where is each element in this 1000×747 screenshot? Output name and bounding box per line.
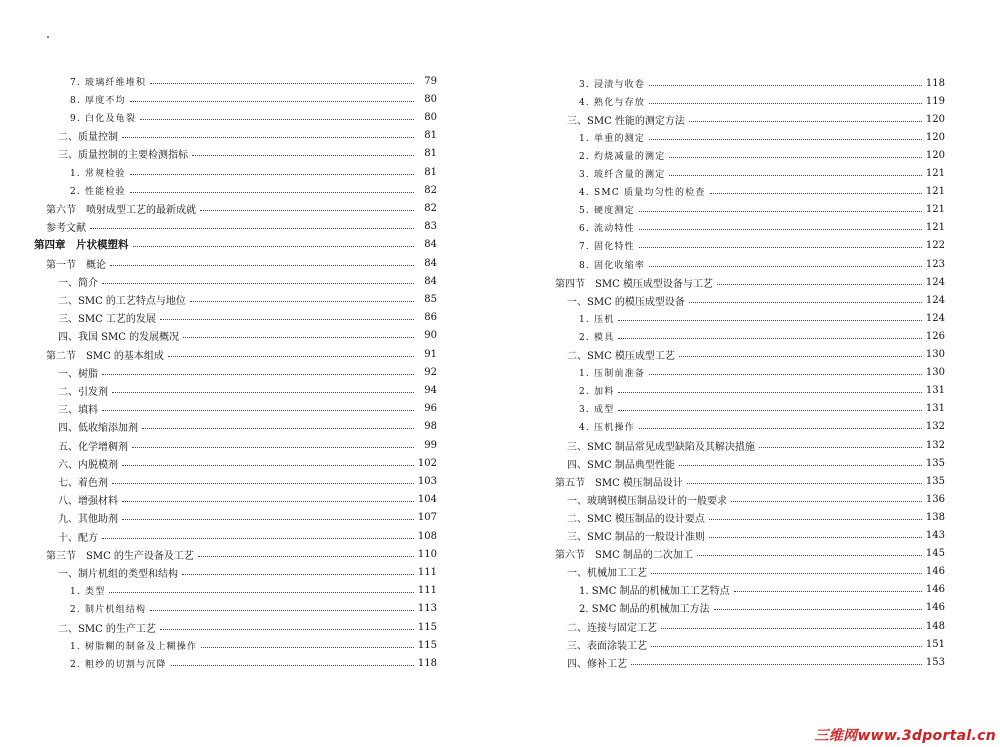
toc-entry-page: 94 [424, 384, 437, 396]
toc-entry-page: 138 [925, 511, 945, 523]
dot-leader [190, 301, 414, 302]
toc-entry-title: 二、连接与固定工艺 [567, 622, 657, 634]
toc-entry-page: 131 [925, 403, 945, 415]
toc-entry-page: 121 [925, 222, 945, 234]
dot-leader [687, 483, 922, 484]
toc-entry [0, 290, 437, 308]
toc-entry [0, 163, 437, 181]
toc-entry [555, 563, 945, 581]
toc-entry-title: 1. 常规检验 [70, 168, 126, 179]
dot-leader [649, 139, 922, 140]
dot-leader [649, 266, 922, 267]
dot-leader [201, 647, 414, 648]
dot-leader [183, 337, 414, 338]
dot-leader [130, 174, 414, 175]
toc-entry-title: 1. 压机 [579, 314, 615, 325]
toc-entry-title: 一、简介 [58, 277, 98, 289]
toc-entry [0, 272, 437, 290]
toc-entry-title: 3. 浸渍与收卷 [579, 79, 646, 90]
toc-entry-page: 124 [925, 312, 945, 324]
toc-entry [0, 527, 437, 545]
dot-leader [150, 83, 414, 84]
toc-entry-page: 146 [925, 602, 945, 614]
toc-entry-page: 102 [417, 457, 437, 469]
toc-entry [555, 527, 945, 545]
toc-entry-page: 96 [424, 403, 437, 415]
dot-leader [717, 284, 922, 285]
toc-entry [0, 454, 437, 472]
toc-entry-page: 79 [424, 75, 437, 87]
toc-entry-page: 80 [424, 111, 437, 123]
toc-entry [0, 236, 437, 254]
toc-entry-title: 4. 熟化与存放 [579, 97, 646, 108]
dot-leader [132, 447, 414, 448]
toc-entry-title: 三、SMC 制品的一般设计准则 [567, 532, 705, 543]
toc-entry [0, 491, 437, 509]
dot-leader [679, 356, 922, 357]
dot-leader [649, 103, 922, 104]
dot-leader [734, 591, 922, 592]
dot-leader [160, 319, 414, 320]
toc-entry-title: 二、引发剂 [58, 386, 108, 398]
dot-leader [109, 592, 414, 593]
toc-entry-title: 第一节 概论 [46, 259, 106, 271]
toc-entry-title: 七、着色剂 [58, 477, 108, 489]
toc-entry [555, 110, 945, 128]
dot-leader [140, 119, 414, 120]
dot-leader [649, 374, 922, 375]
toc-entry-title: 6. 流动特性 [579, 224, 635, 235]
right-page [500, 0, 1000, 747]
dot-leader [714, 609, 922, 610]
toc-entry-page: 115 [417, 639, 437, 651]
toc-entry-page: 99 [424, 439, 437, 451]
toc-entry-title: 3. 玻纤含量的测定 [579, 170, 666, 180]
toc-entry-page: 120 [925, 131, 945, 143]
toc-entry-page: 119 [925, 95, 945, 107]
toc-entry-page: 81 [424, 166, 437, 178]
toc-entry-title: 7. 玻璃纤维堆积 [70, 77, 147, 88]
dot-leader [759, 447, 922, 448]
toc-entry-page: 110 [417, 548, 437, 560]
toc-entry-page: 80 [424, 93, 437, 105]
toc-entry-title: 二、SMC 的生产工艺 [58, 623, 156, 635]
toc-entry [0, 218, 437, 236]
dot-leader [631, 664, 922, 665]
dot-leader [709, 537, 922, 538]
toc-entry [0, 90, 437, 108]
toc-entry [555, 635, 945, 653]
toc-entry [0, 127, 437, 145]
dot-leader [639, 247, 922, 248]
toc-entry [555, 364, 945, 382]
toc-entry [0, 545, 437, 563]
toc-entry-title: 三、SMC 制品常见成型缺陷及其解决措施 [567, 441, 755, 453]
dot-leader [112, 483, 414, 484]
toc-entry-title: 2. 制片机组结构 [70, 605, 147, 616]
toc-entry-title: 1. 树脂糊的制备及上糊操作 [70, 641, 198, 652]
toc-entry [555, 436, 945, 454]
toc-entry [555, 382, 945, 400]
toc-entry-page: 145 [925, 548, 945, 560]
dot-leader [709, 519, 922, 520]
toc-entry-title: 二、质量控制 [58, 132, 118, 144]
toc-entry-page: 120 [925, 113, 945, 125]
dot-leader [651, 646, 922, 647]
toc-entry-page: 84 [424, 275, 437, 287]
toc-entry [0, 582, 437, 600]
toc-entry [555, 92, 945, 110]
toc-entry [555, 291, 945, 309]
toc-entry-title: 二、SMC 模压成型工艺 [567, 351, 675, 362]
dot-leader [639, 229, 922, 230]
toc-entry-page: 82 [424, 202, 437, 214]
toc-entry [555, 418, 945, 436]
dot-leader [639, 428, 922, 429]
toc-entry [0, 563, 437, 581]
toc-entry-page: 132 [925, 439, 945, 451]
dot-leader [697, 555, 922, 556]
toc-entry-title: 一、树脂 [58, 368, 98, 380]
toc-entry-page: 136 [925, 493, 945, 505]
toc-entry-page: 121 [925, 204, 945, 216]
toc-entry-page: 153 [925, 656, 945, 668]
toc-entry [555, 454, 945, 472]
toc-entry-page: 91 [424, 348, 437, 360]
toc-entry-title: 二、SMC 模压制品的设计要点 [567, 513, 705, 525]
toc-entry [0, 108, 437, 126]
toc-entry [0, 381, 437, 399]
toc-entry-page: 81 [424, 148, 437, 160]
dot-leader [679, 465, 922, 466]
toc-entry-title: 三、填料 [58, 405, 98, 417]
toc-entry [555, 237, 945, 255]
toc-entry-page: 107 [417, 512, 437, 524]
toc-entry [0, 418, 437, 436]
toc-entry [0, 309, 437, 327]
toc-entry-page: 146 [925, 566, 945, 578]
toc-entry [555, 400, 945, 418]
toc-entry-page: 81 [424, 130, 437, 142]
dot-leader [200, 210, 414, 211]
toc-entry-page: 84 [424, 257, 437, 269]
toc-entry-page: 111 [417, 585, 437, 597]
dot-leader [122, 465, 414, 466]
toc-entry-title: 2. 粗纱的切割与沉降 [70, 659, 167, 670]
toc-entry [555, 599, 945, 617]
dot-leader [168, 356, 414, 357]
toc-entry-title: 4. SMC 质量均匀性的检查 [579, 188, 706, 199]
toc-entry-title: 9. 白化及龟裂 [70, 113, 137, 124]
toc-entry-page: 121 [925, 168, 945, 179]
toc-entry-title: 1. 压制前准备 [579, 369, 646, 380]
toc-entry [0, 636, 437, 654]
dot-leader [102, 283, 414, 284]
toc-entry-title: 2. 模具 [579, 332, 615, 343]
dot-leader [112, 392, 414, 393]
toc-entry-page: 124 [925, 276, 945, 288]
toc-entry [555, 219, 945, 237]
toc-entry-page: 135 [925, 475, 945, 487]
toc-entry-title: 8. 厚度不均 [70, 95, 126, 106]
toc-entry-title: 四、SMC 制品典型性能 [567, 459, 675, 471]
toc-entry-title: 1. SMC 制品的机械加工工艺特点 [579, 586, 730, 598]
toc-entry-title: 十、配方 [58, 532, 98, 544]
toc-entry-title: 四、低收缩添加剂 [58, 423, 138, 435]
toc-entry-title: 2. 灼烧减量的测定 [579, 151, 666, 162]
dot-leader [130, 101, 414, 102]
toc-entry-title: 1. 类型 [70, 587, 106, 598]
toc-entry-title: 8. 固化收缩率 [579, 260, 646, 271]
toc-entry [0, 363, 437, 381]
dot-leader [122, 501, 414, 502]
toc-entry-page: 108 [417, 530, 437, 542]
toc-entry-title: 3. 成型 [579, 405, 615, 416]
toc-entry-title: 一、机械加工工艺 [567, 568, 647, 580]
toc-entry [555, 653, 945, 671]
dot-leader [102, 410, 414, 411]
dot-leader [661, 628, 922, 629]
toc-entry [0, 600, 437, 618]
toc-entry-page: 135 [925, 457, 945, 469]
dot-leader [90, 228, 414, 229]
toc-entry [0, 145, 437, 163]
toc-entry-page: 143 [925, 530, 945, 541]
toc-entry-title: 2. SMC 制品的机械加工方法 [579, 604, 710, 616]
toc-entry [0, 72, 437, 90]
dot-leader [102, 538, 414, 539]
toc-entry-title: 四、我国 SMC 的发展概况 [58, 332, 180, 344]
toc-entry-page: 104 [417, 494, 437, 506]
toc-entry-page: 130 [925, 367, 945, 379]
toc-entry-title: 参考文献 [46, 223, 86, 235]
toc-entry [0, 509, 437, 527]
dot-leader [122, 137, 414, 138]
dot-leader [689, 121, 922, 122]
toc-entry [555, 273, 945, 291]
toc-entry [555, 183, 945, 201]
toc-entry-title: 九、其他助剂 [58, 514, 118, 526]
toc-entry-title: 八、增强材料 [58, 496, 118, 508]
toc-entry-title: 六、内脱模剂 [58, 459, 118, 471]
toc-entry-page: 118 [417, 657, 437, 669]
toc-entry-page: 84 [424, 239, 437, 251]
toc-entry [0, 345, 437, 363]
toc-entry-page: 90 [424, 330, 437, 342]
toc-entry-page: 85 [424, 293, 437, 305]
toc-entry-title: 三、表面涂装工艺 [567, 640, 647, 652]
dot-leader [618, 410, 922, 411]
toc-entry-page: 82 [424, 184, 437, 196]
dot-leader [639, 211, 922, 212]
toc-entry [555, 490, 945, 508]
dot-leader [160, 629, 414, 630]
dot-leader [133, 246, 415, 247]
toc-entry [0, 254, 437, 272]
toc-entry-title: 四、修补工艺 [567, 658, 627, 670]
toc-entry [555, 255, 945, 273]
toc-entry-page: 123 [925, 258, 945, 270]
dot-leader [618, 338, 922, 339]
dot-leader [182, 574, 414, 575]
toc-entry-title: 第四节 SMC 模压成型设备与工艺 [555, 278, 713, 290]
toc-entry-page: 146 [925, 584, 945, 596]
toc-entry-page: 121 [925, 186, 945, 198]
toc-entry-page: 126 [925, 330, 945, 342]
toc-entry-page: 115 [417, 621, 437, 633]
toc-entry-page: 151 [925, 638, 945, 650]
dot-leader [110, 265, 414, 266]
dot-leader [142, 428, 414, 429]
toc-entry [555, 581, 945, 599]
toc-entry [555, 472, 945, 490]
dot-leader [731, 501, 922, 502]
toc-entry-title: 三、SMC 性能的测定方法 [567, 115, 685, 127]
toc-entry [555, 201, 945, 219]
dot-leader [669, 157, 922, 158]
toc-entry-title: 第六节 喷射成型工艺的最新成就 [46, 204, 196, 216]
toc-entry-title: 一、SMC 的模压成型设备 [567, 296, 685, 308]
toc-entry-title: 4. 压机操作 [579, 423, 635, 434]
toc-entry-title: 五、化学增稠剂 [58, 441, 128, 453]
toc-entry [555, 545, 945, 563]
toc-entry-title: 第四章 片状模塑料 [34, 239, 129, 252]
dot-leader [130, 192, 414, 193]
toc-entry [0, 654, 437, 672]
toc-entry-title: 2. 加料 [579, 387, 615, 398]
toc-entry-page: 92 [424, 366, 437, 378]
toc-entry-title: 5. 硬度测定 [579, 206, 635, 217]
toc-entry-page: 103 [417, 475, 437, 487]
toc-entry [0, 472, 437, 490]
toc-entry [555, 165, 945, 183]
toc-entry-page: 113 [417, 603, 437, 615]
toc-entry-title: 2. 性能检验 [70, 186, 126, 197]
toc-entry-title: 1. 单重的测定 [579, 133, 646, 144]
toc-entry-title: 三、SMC 工艺的发展 [58, 314, 156, 326]
toc-entry-page: 111 [417, 566, 437, 578]
dot-leader [618, 392, 922, 393]
toc-entry [555, 309, 945, 327]
dot-leader [150, 610, 414, 611]
toc-entry [555, 508, 945, 526]
toc-entry [0, 400, 437, 418]
toc-entry-title: 三、质量控制的主要检测指标 [58, 150, 188, 162]
dot-leader [651, 573, 922, 574]
dot-leader [710, 193, 922, 194]
toc-entry [0, 181, 437, 199]
toc-entry [555, 128, 945, 146]
toc-entry-page: 130 [925, 349, 945, 360]
toc-entry [0, 436, 437, 454]
toc-entry-page: 118 [925, 77, 945, 89]
toc-entry [555, 146, 945, 164]
toc-entry-page: 120 [925, 149, 945, 161]
toc-entry-title: 二、SMC 的工艺特点与地位 [58, 295, 186, 307]
toc-entry-title: 第六节 SMC 制品的二次加工 [555, 550, 693, 562]
dot-leader [171, 665, 414, 666]
dot-leader [192, 155, 414, 156]
dot-leader [669, 175, 922, 176]
toc-entry-title: 第三节 SMC 的生产设备及工艺 [46, 550, 194, 562]
toc-entry-title: 第二节 SMC 的基本组成 [46, 350, 164, 362]
dot-leader [122, 519, 414, 520]
dot-leader [689, 302, 922, 303]
toc-entry-page: 98 [424, 421, 437, 433]
toc-entry [555, 327, 945, 345]
toc-entry-page: 148 [925, 620, 945, 632]
toc-entry-title: 7. 固化特性 [579, 242, 635, 253]
toc-entry-title: 一、玻璃钢模压制品设计的一般要求 [567, 495, 727, 507]
scan-speck [47, 36, 49, 38]
dot-leader [198, 556, 414, 557]
toc-entry-page: 83 [424, 221, 437, 233]
toc-entry-page: 124 [925, 294, 945, 306]
toc-entry [0, 618, 437, 636]
toc-entry [555, 346, 945, 364]
dot-leader [649, 85, 922, 86]
toc-entry-page: 132 [925, 421, 945, 433]
toc-entry [0, 327, 437, 345]
dot-leader [102, 374, 414, 375]
toc-entry [555, 617, 945, 635]
site-watermark: 三维网www.3dportal.cn [814, 728, 996, 744]
toc-entry-page: 131 [925, 385, 945, 397]
toc-entry-title: 一、制片机组的类型和结构 [58, 568, 178, 580]
toc-entry-page: 86 [424, 312, 437, 324]
toc-entry [555, 74, 945, 92]
toc-entry-title: 第五节 SMC 模压制品设计 [555, 477, 683, 489]
toc-entry-page: 122 [925, 240, 945, 252]
dot-leader [618, 320, 922, 321]
toc-entry [0, 199, 437, 217]
